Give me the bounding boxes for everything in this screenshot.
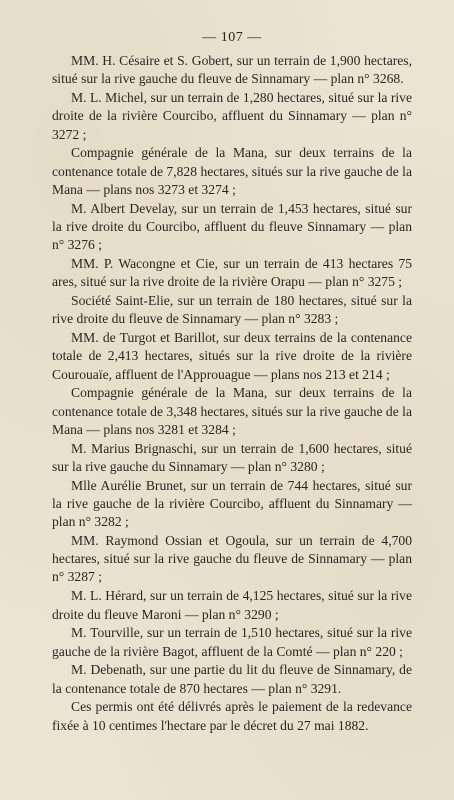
permit-entry: M. Debenath, sur une partie du lit du fleuve de Sinnamary, de la contenance totale de 870 hectares — plan n° 3291. [52,662,412,696]
permit-entry: Compagnie générale de la Mana, sur deux terrains de la contenance totale de 7,828 hectares, situés sur la rive gauche de la Mana — plans nos 3273 et 3274 ; [52,145,412,197]
permit-entry: MM. P. Wacongne et Cie, sur un terrain de 413 hectares 75 ares, situé sur la rive droite de la rivière Orapu — plan n° 3275 ; [52,255,412,290]
permit-entry: MM. Raymond Ossian et Ogoula, sur un terrain de 4,700 hectares, situé sur la rive gauche du fleuve de Sinnamary — plan n° 3287 ; [52,532,412,585]
permit-entry: Mlle Aurélie Brunet, sur un terrain de 744 hectares, situé sur la rive gauche de la rivière Courcibo, affluent du Sinnamary — plan n° 3282 ; [52,477,412,530]
permit-entry: M. L. Hérard, sur un terrain de 4,125 hectares, situé sur la rive droite du fleuve Maroni — plan n° 3290 ; [52,588,412,622]
page-number: — 107 — [202,30,262,45]
permit-entry: M. L. Michel, sur un terrain de 1,280 hectares, situé sur la rive droite de la rivière Courcibo, affluent du Sinnamary — plan n° 3272 ; [52,90,412,142]
closing-paragraph: Ces permis ont été délivrés après le paiement de la redevance fixée à 10 centimes l'hectare par le décret du 27 mai 1882. [52,699,412,733]
permit-entry: Compagnie générale de la Mana, sur deux terrains de la contenance totale de 3,348 hectares, situés sur la rive gauche de la Mana — plans nos 3281 et 3284 ; [52,385,412,437]
permit-entry: M. Tourville, sur un terrain de 1,510 hectares, situé sur la rive gauche de la rivière Bagot, affluent de la Comté — plan n° 220 ; [52,625,412,659]
permit-entry: MM. H. Césaire et S. Gobert, sur un terrain de 1,900 hectares, situé sur la rive gauche du fleuve de Sinnamary — plan n° 3268. [52,53,412,87]
permit-entry: M. Marius Brignaschi, sur un terrain de 1,600 hectares, situé sur la rive gauche du Sinnamary — plan n° 3280 ; [52,440,412,474]
permit-entry: MM. de Turgot et Barillot, sur deux terrains de la contenance totale de 2,413 hectares, situés sur la rive droite de la rivière Courouaïe, affluent de l'Approuague — plans nos 213 et 214 ; [52,330,412,382]
permit-entry: M. Albert Develay, sur un terrain de 1,453 hectares, situé sur la rive droite du Courcibo, affluent du fleuve Sinnamary — plan n° 3276 ; [52,200,412,253]
permit-entry: Société Saint-Elie, sur un terrain de 180 hectares, situé sur la rive droite du fleuve de Sinnamary — plan n° 3283 ; [52,292,412,327]
